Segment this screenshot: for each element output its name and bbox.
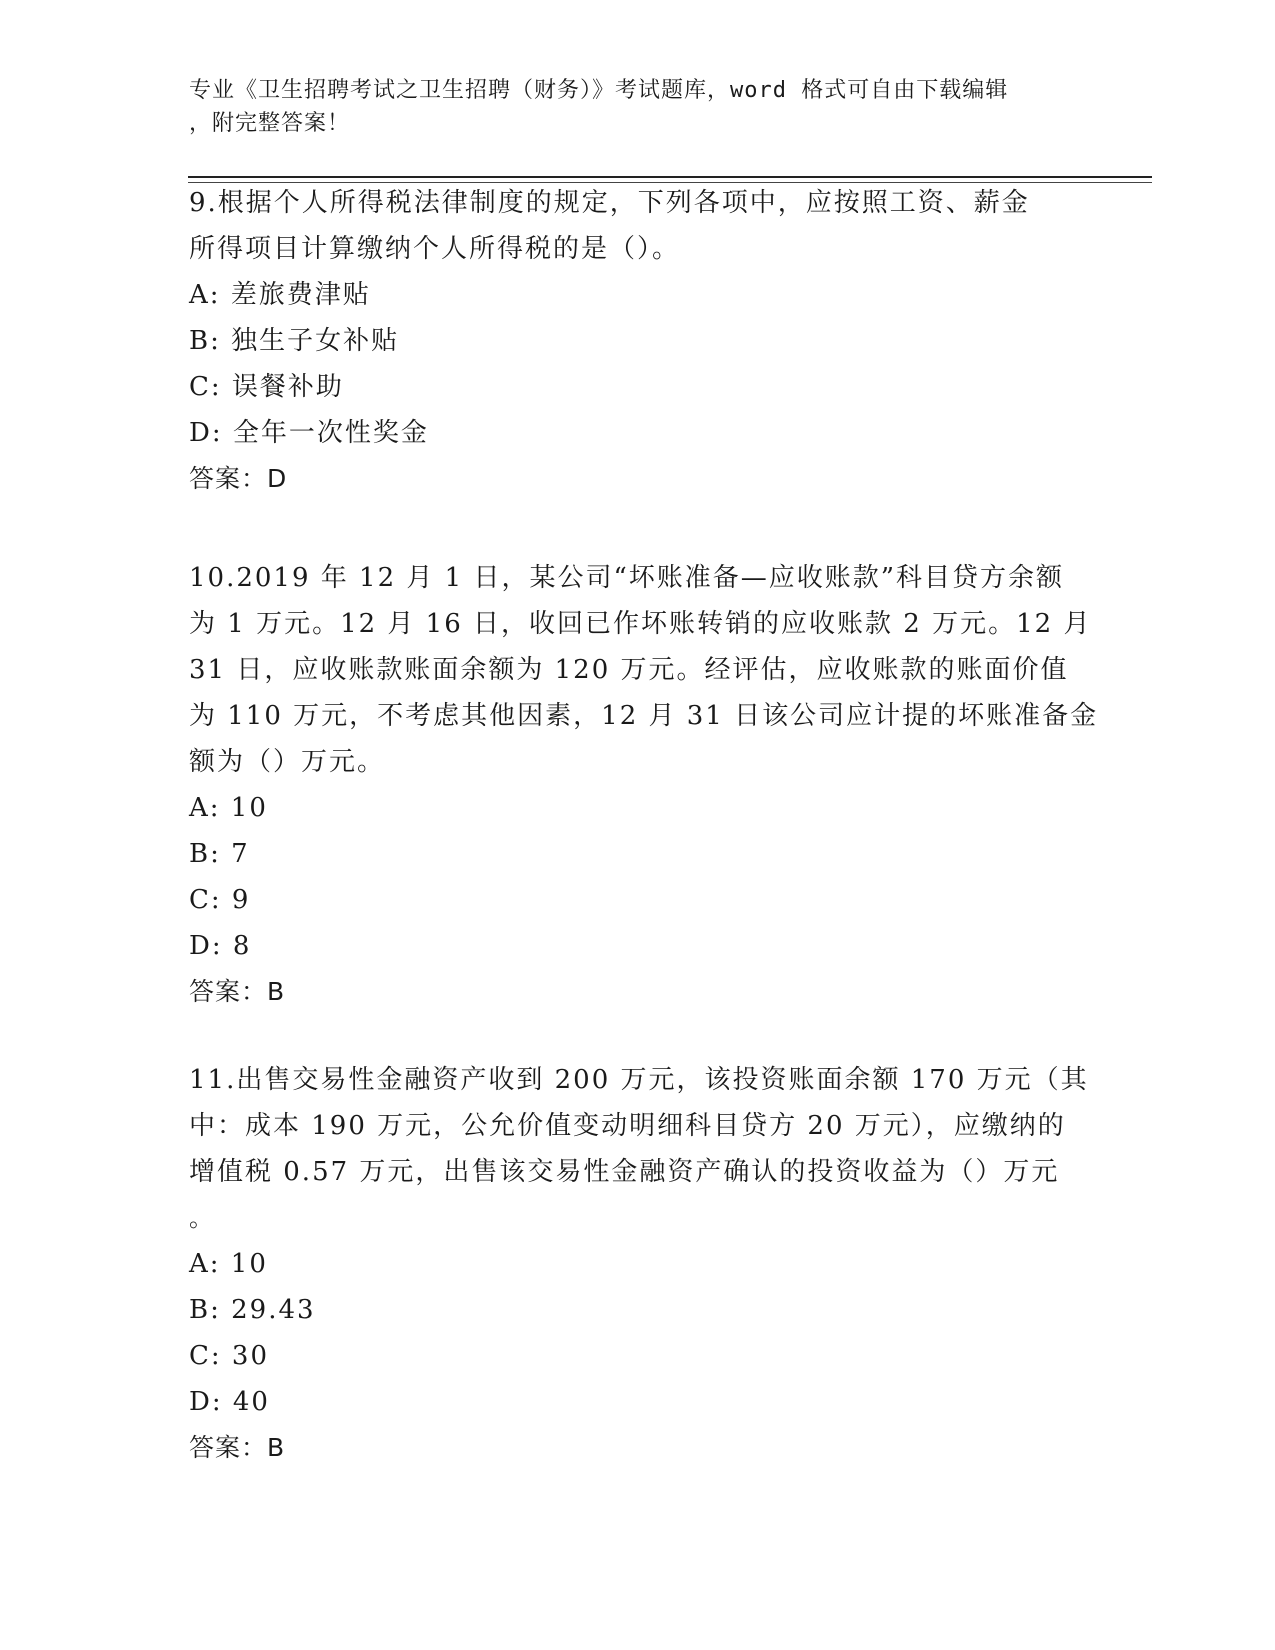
question-stem-line: 增值税 0.57 万元，出售该交易性金融资产确认的投资收益为（）万元 [189,1157,1060,1187]
option-a: A: 10 [189,793,268,823]
question-stem-line: 31 日，应收账款账面余额为 120 万元。经评估，应收账款的账面价值 [189,655,1069,685]
question-stem-line: 11.出售交易性金融资产收到 200 万元，该投资账面余额 170 万元（其 [189,1065,1089,1095]
document-header [189,74,1089,140]
option-a: A: 差旅费津贴 [189,280,371,310]
question-10 [189,555,1099,1015]
header-line-2: ，附完整答案！ [189,111,351,136]
answer-label: 答案：D [189,464,288,493]
header-divider-thick [188,176,1152,178]
question-stem-line: 所得项目计算缴纳个人所得税的是（）。 [189,234,681,264]
question-stem-line: 9.根据个人所得税法律制度的规定，下列各项中，应按照工资、薪金 [189,188,1030,218]
option-d: D: 全年一次性奖金 [189,418,429,448]
question-stem-line: 额为（）万元。 [189,747,386,777]
question-stem-line: 。 [189,1204,215,1232]
option-c: C: 30 [189,1341,270,1371]
option-c: C: 误餐补助 [189,372,344,402]
question-stem-line: 为 1 万元。12 月 16 日，收回已作坏账转销的应收账款 2 万元。12 月 [189,609,1092,639]
question-9 [189,180,1089,502]
question-stem-line: 中：成本 190 万元，公允价值变动明细科目贷方 20 万元），应缴纳的 [189,1111,1066,1141]
option-a: A: 10 [189,1249,268,1279]
option-b: B: 7 [189,839,250,869]
answer-label: 答案：B [189,977,286,1006]
question-stem-line: 10.2019 年 12 月 1 日，某公司“坏账准备—应收账款”科目贷方余额 [189,563,1065,593]
question-11 [189,1057,1089,1471]
option-d: D: 8 [189,931,252,961]
option-c: C: 9 [189,885,251,915]
option-d: D: 40 [189,1387,270,1417]
header-line-1: 专业《卫生招聘考试之卫生招聘（财务）》考试题库，word 格式可自由下载编辑 [189,78,1009,103]
answer-label: 答案：B [189,1433,286,1462]
option-b: B: 独生子女补贴 [189,326,400,356]
option-b: B: 29.43 [189,1295,316,1325]
question-stem-line: 为 110 万元，不考虑其他因素，12 月 31 日该公司应计提的坏账准备金 [189,701,1099,731]
